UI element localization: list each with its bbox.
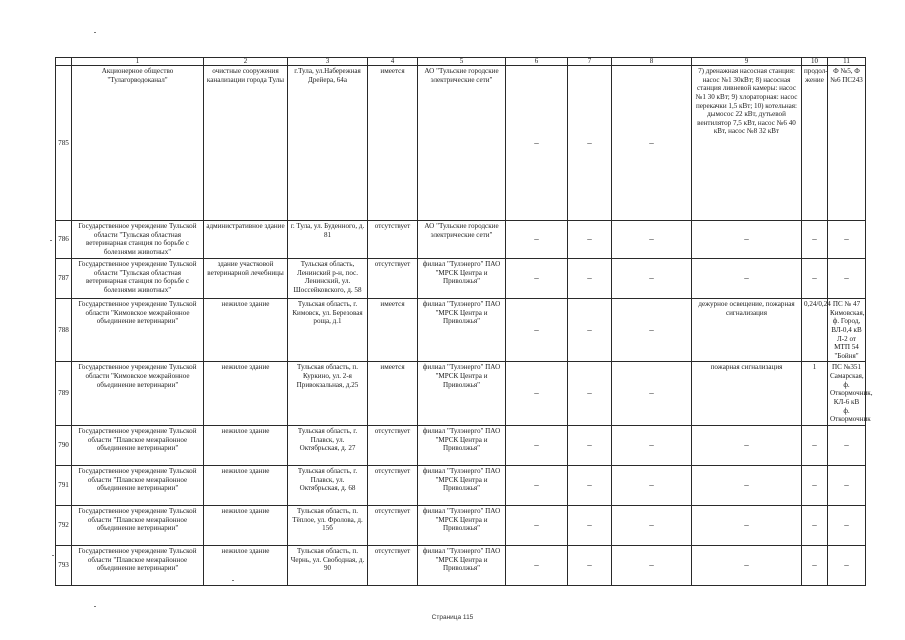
equipment-cell: 7) дренажная насосная станция: насос №1 30кВт; 8) насосная станция ливневой камеры: насос №1 30 кВт; 9) хлораторная: насос перекачки 1,5 кВт; 10) котельная: дымосос 22 кВт, дутьевой вентилятор 7,5 кВт, насос №6 40 кВт, насос №8 32 кВт [692, 66, 802, 221]
col-number: 6 [506, 58, 568, 66]
organization-cell: Государственное учреждение Тульской области "Плавское межрайонное объединение ветеринарии" [72, 505, 204, 545]
col-number: 9 [692, 58, 802, 66]
grid-company-cell: филиал "Тулэнерго" ПАО "МРСК Центра и Приволжья" [418, 362, 506, 425]
scan-speck [94, 32, 96, 33]
col8-cell: – [612, 465, 692, 505]
col7-cell: – [568, 425, 612, 465]
power-cell: – [802, 425, 828, 465]
table-row [56, 259, 866, 299]
address-cell: Тульская область, п. Чернь, ул. Свободная, д. 90 [288, 545, 368, 585]
organization-cell: Государственное учреждение Тульской области "Тульская областная ветеринарная станция по борьбе с болезнями животных" [72, 259, 204, 299]
feeder-cell: ПС № 47 Кимовская, ф. Город, ВЛ-0,4 кВ Л-2 от МТП 54 "Бойня" [828, 299, 866, 362]
col7-cell: – [568, 221, 612, 259]
col8-cell: – [612, 362, 692, 425]
equipment-cell: пожарная сигнализация [692, 362, 802, 425]
col8-cell: – [612, 425, 692, 465]
table-row [56, 425, 866, 465]
organization-cell: Государственное учреждение Тульской области "Плавское межрайонное объединение ветеринарии" [72, 425, 204, 465]
backup-status-cell: имеется [368, 362, 418, 425]
backup-status-cell: отсутствует [368, 465, 418, 505]
feeder-cell: – [828, 425, 866, 465]
feeder-cell: – [828, 259, 866, 299]
address-cell: Тульская область, г. Плавск, ул. Октябрьская, д. 27 [288, 425, 368, 465]
col7-cell: – [568, 66, 612, 221]
power-cell: 1 [802, 362, 828, 425]
col-number: 11 [828, 58, 866, 66]
table-row [56, 221, 866, 259]
table-row [56, 299, 866, 362]
backup-status-cell: отсутствует [368, 425, 418, 465]
page-number: Страница 115 [431, 614, 474, 621]
col-number: 4 [368, 58, 418, 66]
backup-status-cell: имеется [368, 299, 418, 362]
address-cell: Тульская область, г. Плавск, ул. Октябрьская, д. 68 [288, 465, 368, 505]
col6-cell: – [506, 425, 568, 465]
equipment-cell: – [692, 221, 802, 259]
object-type-cell: административное здание [204, 221, 288, 259]
row-number: 791 [56, 465, 72, 505]
table-row [56, 66, 866, 221]
column-number-row [56, 58, 866, 66]
corner-cell [56, 58, 72, 66]
registry-table [55, 57, 873, 586]
equipment-cell: – [692, 505, 802, 545]
col6-cell: – [506, 221, 568, 259]
grid-company-cell: АО "Тульские городские электрические сети" [418, 66, 506, 221]
organization-cell: Государственное учреждение Тульской области "Тульская областная ветеринарная станция по борьбе с болезнями животных" [72, 221, 204, 259]
table-row [56, 465, 866, 505]
feeder-cell: Ф №5, Ф №6 ПС243 [828, 66, 866, 221]
col6-cell: – [506, 259, 568, 299]
col7-cell: – [568, 362, 612, 425]
row-number: 789 [56, 362, 72, 425]
col-number: 7 [568, 58, 612, 66]
scan-speck [52, 555, 54, 556]
organization-cell: Государственное учреждение Тульской области "Плавское межрайонное объединение ветеринарии" [72, 545, 204, 585]
address-cell: Тульская область, г. Кимовск, ул. Березовая роща, д.1 [288, 299, 368, 362]
backup-status-cell: отсутствует [368, 259, 418, 299]
organization-cell: Государственное учреждение Тульской области "Кимовское межрайонное объединение ветеринарии" [72, 299, 204, 362]
grid-company-cell: филиал "Тулэнерго" ПАО "МРСК Центра и Приволжья" [418, 545, 506, 585]
address-cell: Тульская область, п. Тёплое, ул. Фролова, д. 15б [288, 505, 368, 545]
grid-company-cell: АО "Тульские городские электрические сети" [418, 221, 506, 259]
col6-cell: – [506, 545, 568, 585]
feeder-cell: – [828, 465, 866, 505]
power-cell: – [802, 505, 828, 545]
object-type-cell: нежилое здание [204, 425, 288, 465]
col6-cell: – [506, 362, 568, 425]
feeder-cell: – [828, 505, 866, 545]
col-number: 1 [72, 58, 204, 66]
equipment-cell: – [692, 259, 802, 299]
col-number: 3 [288, 58, 368, 66]
power-cell: – [802, 221, 828, 259]
power-cell: продол-жение [802, 66, 828, 221]
col6-cell: – [506, 66, 568, 221]
col6-cell: – [506, 505, 568, 545]
object-type-cell: нежилое здание [204, 362, 288, 425]
grid-company-cell: филиал "Тулэнерго" ПАО "МРСК Центра и Приволжья" [418, 465, 506, 505]
object-type-cell: нежилое здание [204, 545, 288, 585]
col8-cell: – [612, 66, 692, 221]
col8-cell: – [612, 505, 692, 545]
feeder-cell: – [828, 221, 866, 259]
row-number: 788 [56, 299, 72, 362]
grid-company-cell: филиал "Тулэнерго" ПАО "МРСК Центра и Приволжья" [418, 299, 506, 362]
col8-cell: – [612, 299, 692, 362]
col8-cell: – [612, 221, 692, 259]
col7-cell: – [568, 465, 612, 505]
scan-speck [94, 606, 96, 607]
power-cell: – [802, 259, 828, 299]
equipment-cell: – [692, 465, 802, 505]
col6-cell: – [506, 299, 568, 362]
object-type-cell: нежилое здание [204, 505, 288, 545]
address-cell: Тульская область, Ленинский р-н, пос. Ленинский, ул. Шоссейковского, д. 58 [288, 259, 368, 299]
scan-speck [50, 240, 52, 241]
backup-status-cell: отсутствует [368, 505, 418, 545]
organization-cell: Акционерное общество "Тулагорводоканал" [72, 66, 204, 221]
table-row [56, 545, 866, 585]
row-number: 785 [56, 66, 72, 221]
backup-status-cell: отсутствует [368, 221, 418, 259]
address-cell: г. Тула, ул. Буденного, д. 81 [288, 221, 368, 259]
table-row [56, 505, 866, 545]
object-type-cell: нежилое здание [204, 465, 288, 505]
col7-cell: – [568, 299, 612, 362]
col-number: 2 [204, 58, 288, 66]
col6-cell: – [506, 465, 568, 505]
address-cell: Тульская область, п. Куркино, ул. 2-я Привокзальная, д.25 [288, 362, 368, 425]
backup-status-cell: отсутствует [368, 545, 418, 585]
object-type-cell: нежилое здание [204, 299, 288, 362]
organization-cell: Государственное учреждение Тульской области "Кимовское межрайонное объединение ветеринарии" [72, 362, 204, 425]
equipment-cell: дежурное освещение, пожарная сигнализация [692, 299, 802, 362]
equipment-cell: – [692, 545, 802, 585]
equipment-cell: – [692, 425, 802, 465]
backup-status-cell: имеется [368, 66, 418, 221]
object-type-cell: здание участковой ветеринарной лечебницы [204, 259, 288, 299]
col7-cell: – [568, 545, 612, 585]
row-number: 787 [56, 259, 72, 299]
row-number: 790 [56, 425, 72, 465]
col-number: 8 [612, 58, 692, 66]
feeder-cell: – [828, 545, 866, 585]
table-body [56, 57, 873, 586]
address-cell: г.Тула, ул.Набережная Дрейера, 64а [288, 66, 368, 221]
power-cell: – [802, 465, 828, 505]
grid-company-cell: филиал "Тулэнерго" ПАО "МРСК Центра и Приволжья" [418, 259, 506, 299]
row-number: 793 [56, 545, 72, 585]
power-cell: 0,24/0,24 [802, 299, 828, 362]
col-number: 5 [418, 58, 506, 66]
organization-cell: Государственное учреждение Тульской области "Плавское межрайонное объединение ветеринарии" [72, 465, 204, 505]
col8-cell: – [612, 545, 692, 585]
grid-company-cell: филиал "Тулэнерго" ПАО "МРСК Центра и Приволжья" [418, 425, 506, 465]
power-cell: – [802, 545, 828, 585]
object-type-cell: очистные сооружения канализации города Тулы [204, 66, 288, 221]
grid-company-cell: филиал "Тулэнерго" ПАО "МРСК Центра и Приволжья" [418, 505, 506, 545]
row-number: 786 [56, 221, 72, 259]
row-number: 792 [56, 505, 72, 545]
col7-cell: – [568, 505, 612, 545]
col8-cell: – [612, 259, 692, 299]
feeder-cell: ПС №351 Самарская, ф. Откормочник, КЛ-6 кВ ф. Откормочник [828, 362, 866, 425]
table-row [56, 362, 866, 425]
col7-cell: – [568, 259, 612, 299]
col-number: 10 [802, 58, 828, 66]
